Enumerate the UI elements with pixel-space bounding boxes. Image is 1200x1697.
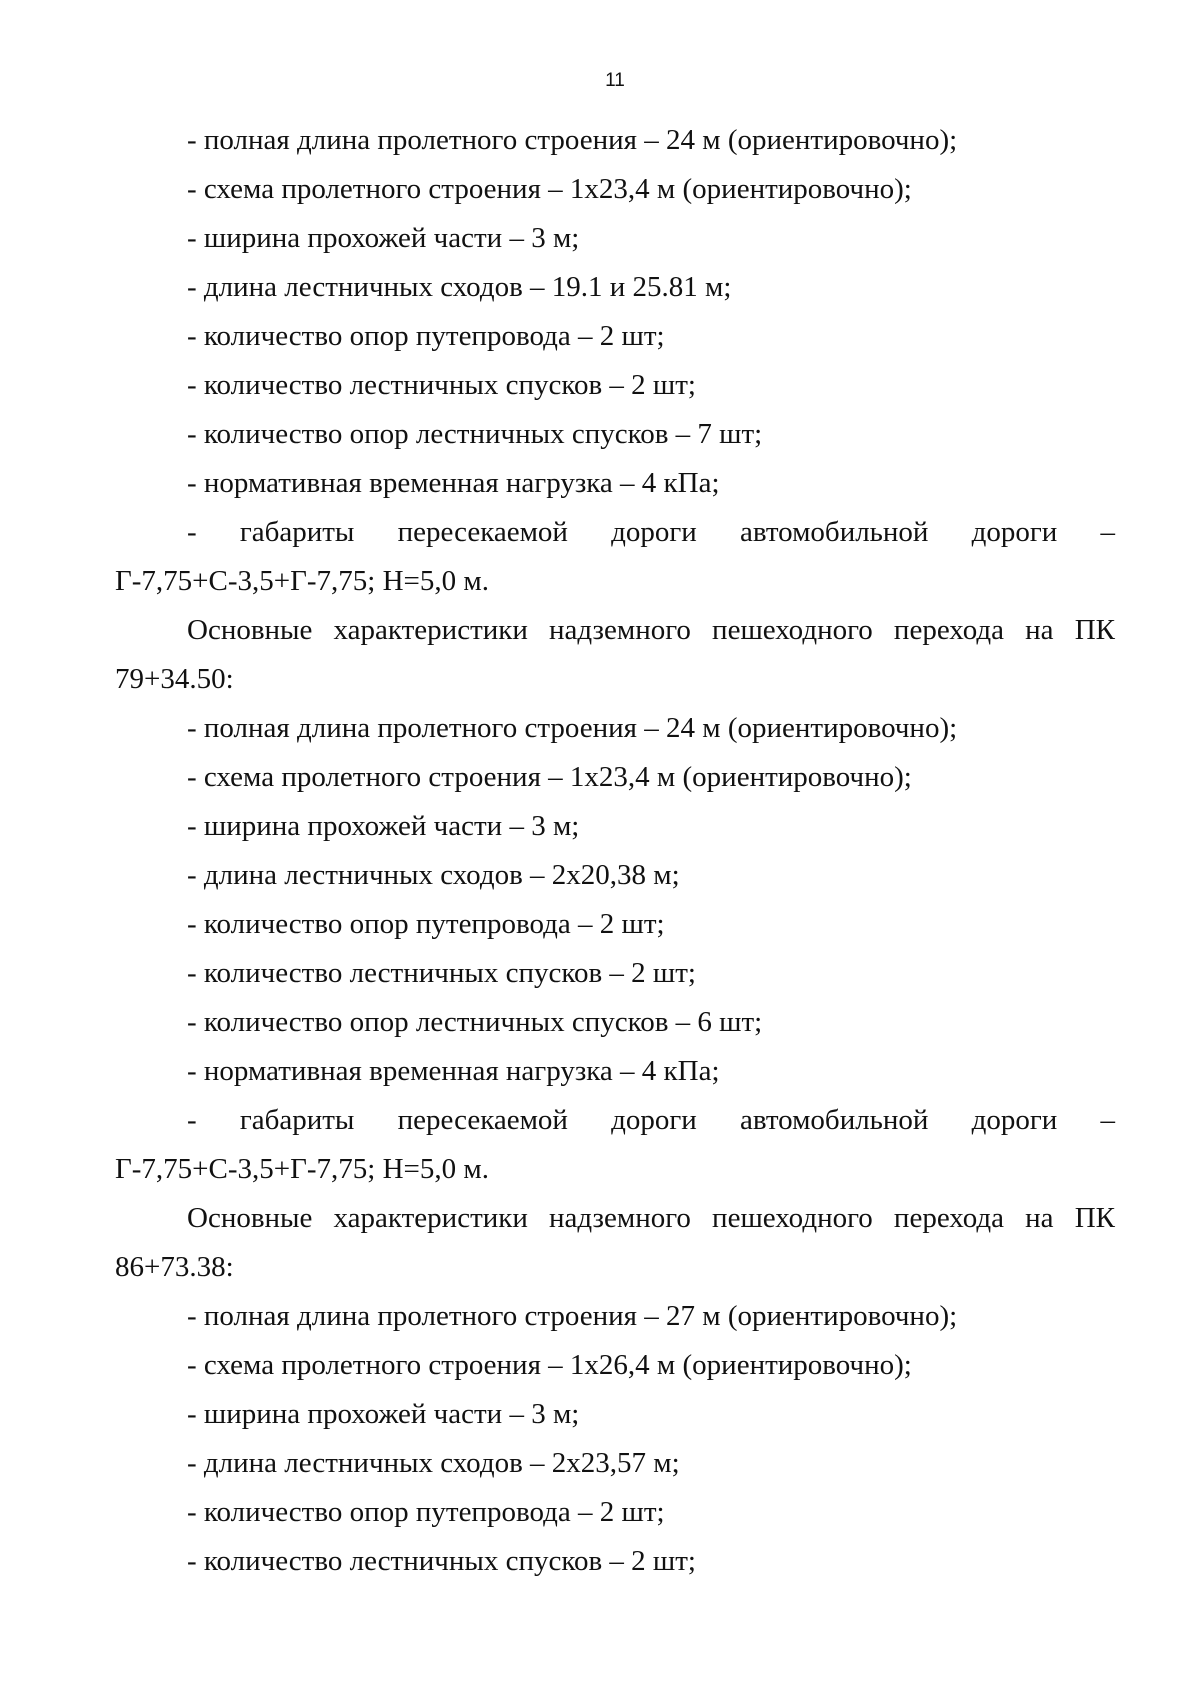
- list-item: - количество опор лестничных спусков – 6 шт;: [187, 1006, 763, 1038]
- list-item: - полная длина пролетного строения – 24 м (ориентировочно);: [187, 124, 958, 156]
- list-item: - схема пролетного строения – 1х23,4 м (ориентировочно);: [187, 761, 912, 793]
- list-item: - длина лестничных сходов – 19.1 и 25.81 м;: [187, 271, 732, 303]
- list-item: - количество опор путепровода – 2 шт;: [187, 908, 665, 940]
- section-heading-paragraph: Основные характеристики надземного пешеходного перехода на ПК 79+34.50:: [115, 614, 1115, 695]
- document-body: [115, 116, 1115, 1586]
- list-item-wrapped: - габариты пересекаемой дороги автомобильной дороги – Г-7,75+С-3,5+Г-7,75; Н=5,0 м.: [115, 516, 1115, 597]
- list-item: - количество опор лестничных спусков – 7 шт;: [187, 418, 763, 450]
- list-item: - полная длина пролетного строения – 27 м (ориентировочно);: [187, 1300, 958, 1332]
- list-item: - схема пролетного строения – 1х26,4 м (ориентировочно);: [187, 1349, 912, 1381]
- list-item: - количество опор путепровода – 2 шт;: [187, 1496, 665, 1528]
- list-item: - нормативная временная нагрузка – 4 кПа;: [187, 467, 720, 499]
- list-item: - полная длина пролетного строения – 24 м (ориентировочно);: [187, 712, 958, 744]
- list-item: - количество лестничных спусков – 2 шт;: [187, 957, 696, 989]
- list-item-wrapped: - габариты пересекаемой дороги автомобильной дороги – Г-7,75+С-3,5+Г-7,75; Н=5,0 м.: [115, 1104, 1115, 1185]
- list-item: - длина лестничных сходов – 2х20,38 м;: [187, 859, 680, 891]
- list-item: - количество опор путепровода – 2 шт;: [187, 320, 665, 352]
- list-item: - количество лестничных спусков – 2 шт;: [187, 1545, 696, 1577]
- list-item: - ширина прохожей части – 3 м;: [187, 810, 580, 842]
- list-item: - схема пролетного строения – 1х23,4 м (ориентировочно);: [187, 173, 912, 205]
- list-item: - количество лестничных спусков – 2 шт;: [187, 369, 696, 401]
- section-heading-paragraph: Основные характеристики надземного пешеходного перехода на ПК 86+73.38:: [115, 1202, 1115, 1283]
- list-item: - ширина прохожей части – 3 м;: [187, 222, 580, 254]
- list-item: - нормативная временная нагрузка – 4 кПа;: [187, 1055, 720, 1087]
- list-item: - ширина прохожей части – 3 м;: [187, 1398, 580, 1430]
- list-item: - длина лестничных сходов – 2х23,57 м;: [187, 1447, 680, 1479]
- page-number: 11: [605, 70, 625, 91]
